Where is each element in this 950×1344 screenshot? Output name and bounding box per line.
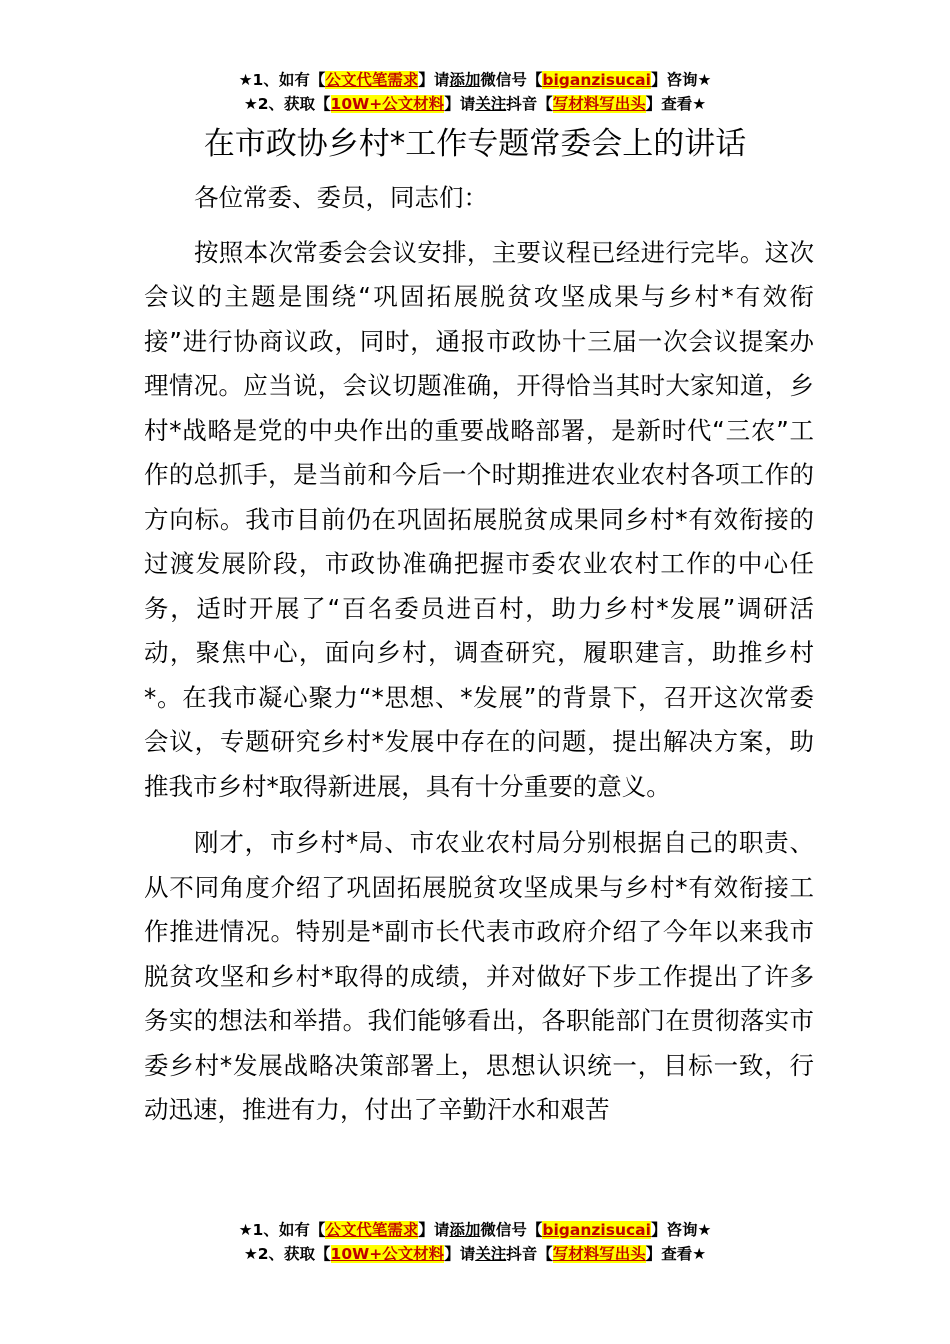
banner-line-1 xyxy=(0,68,950,92)
banner-text: ★2、获取【 xyxy=(243,95,331,113)
banner-text: 微信号【 xyxy=(480,1221,543,1239)
banner-underline: 关注 xyxy=(475,95,507,113)
banner-line-2 xyxy=(0,1242,950,1266)
banner-text: 】请 xyxy=(418,1221,450,1239)
header-banner xyxy=(0,68,950,116)
banner-text: ★1、如有【 xyxy=(238,1221,326,1239)
banner-text: 抖音【 xyxy=(506,1245,553,1263)
banner-text: 】咨询★ xyxy=(650,71,712,89)
banner-line-1 xyxy=(0,1218,950,1242)
salutation: 各位常委、委员，同志们： xyxy=(194,183,488,212)
banner-highlight: 公文代笔需求 xyxy=(325,71,419,89)
banner-highlight: biganzisucai xyxy=(542,71,651,89)
banner-line-2 xyxy=(0,92,950,116)
banner-text: 】查看★ xyxy=(645,1245,707,1263)
banner-text: 】请 xyxy=(444,95,476,113)
banner-highlight: 写材料写出头 xyxy=(552,1245,646,1263)
banner-highlight: 10W+公文材料 xyxy=(330,1245,445,1263)
paragraph: 按照本次常委会会议安排，主要议程已经进行完毕。这次会议的主题是围绕“巩固拓展脱贫攻坚成果与乡村*有效衔接”进行协商议政，同时，通报市政协十三届一次会议提案办理情况。应当说，会议切题准确，开得恰当其时大家知道，乡村*战略是党的中央作出的重要战略部署，是新时代“三农”工作的总抓手，是当前和今后一个时期推进农业农村各项工作的方向标。我市目前仍在巩固拓展脱贫成果同乡村*有效衔接的过渡发展阶段，市政协准确把握市委农业农村工作的中心任务，适时开展了“百名委员进百村，助力乡村*发展”调研活动，聚焦中心，面向乡村，调查研究，履职建言，助推乡村*。在我市凝心聚力“*思想、*发展”的背景下，召开这次常委会议，专题研究乡村*发展中存在的问题，提出解决方案，助推我市乡村*取得新进展，具有十分重要的意义。 xyxy=(144,237,814,801)
banner-underline: 添加 xyxy=(449,71,481,89)
banner-text: 】查看★ xyxy=(645,95,707,113)
banner-text: 微信号【 xyxy=(480,71,543,89)
document-title: 在市政协乡村*工作专题常委会上的讲话 xyxy=(203,126,747,162)
banner-text: 】请 xyxy=(444,1245,476,1263)
banner-underline: 添加 xyxy=(449,1221,481,1239)
banner-highlight: 10W+公文材料 xyxy=(330,95,445,113)
banner-text: 】请 xyxy=(418,71,450,89)
banner-text: ★2、获取【 xyxy=(243,1245,331,1263)
footer-banner xyxy=(0,1218,950,1266)
banner-text: 抖音【 xyxy=(506,95,553,113)
paragraph: 刚才，市乡村*局、市农业农村局分别根据自己的职责、从不同角度介绍了巩固拓展脱贫攻坚成果与乡村*有效衔接工作推进情况。特别是*副市长代表市政府介绍了今年以来我市脱贫攻坚和乡村*取得的成绩，并对做好下步工作提出了许多务实的想法和举措。我们能够看出，各职能部门在贯彻落实市委乡村*发展战略决策部署上，思想认识统一，目标一致，行动迅速，推进有力，付出了辛勤汗水和艰苦 xyxy=(144,828,814,1124)
banner-highlight: 写材料写出头 xyxy=(552,95,646,113)
document-body xyxy=(144,176,814,1133)
banner-highlight: 公文代笔需求 xyxy=(325,1221,419,1239)
banner-highlight: biganzisucai xyxy=(542,1221,651,1239)
banner-text: 】咨询★ xyxy=(650,1221,712,1239)
banner-underline: 关注 xyxy=(475,1245,507,1263)
banner-text: ★1、如有【 xyxy=(238,71,326,89)
